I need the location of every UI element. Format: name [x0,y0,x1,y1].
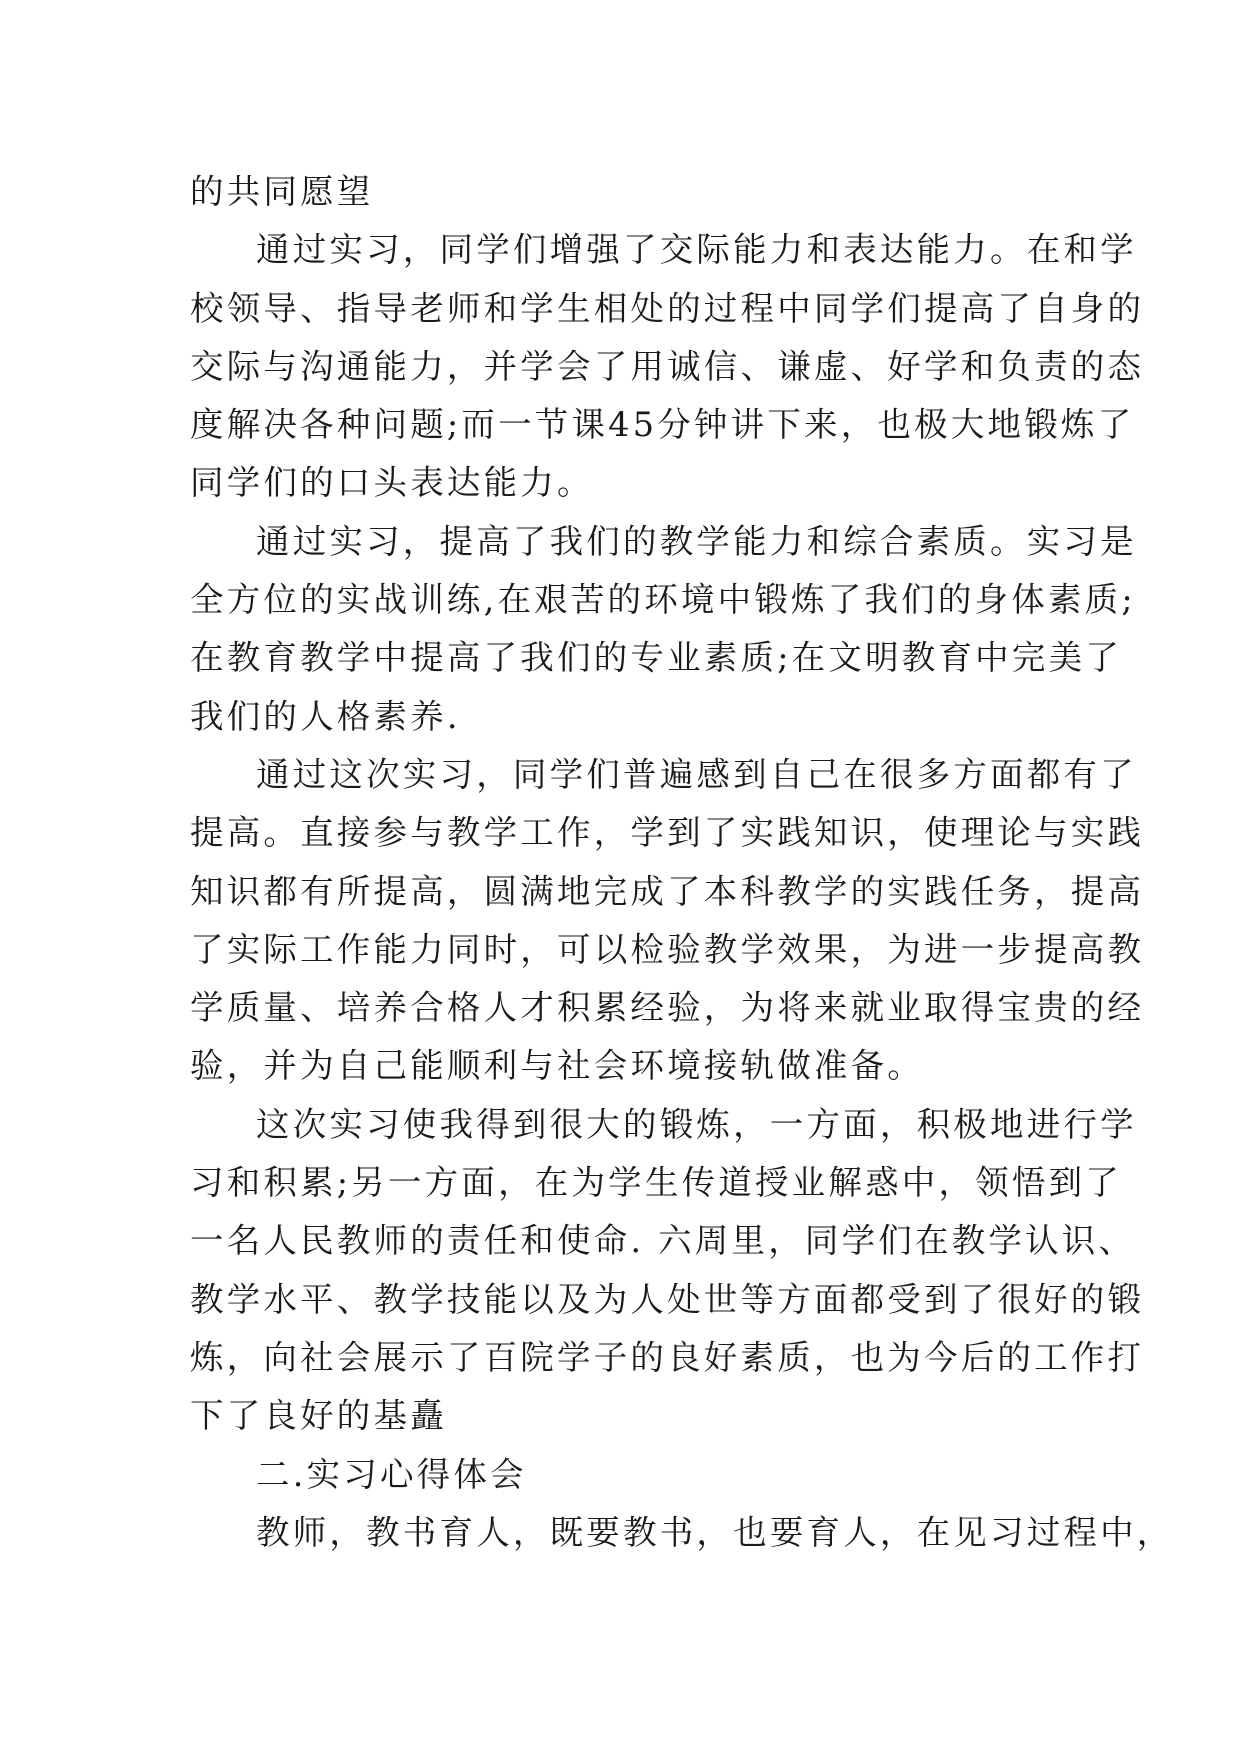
paragraph [190,1096,1145,1446]
text-line: 教学水平、教学技能以及为人处世等方面都受到了很好的锻 [190,1279,1145,1319]
text-line: 在教育教学中提高了我们的专业素质;在文明教育中完美了 [190,638,1122,678]
text-line: 了实际工作能力同时，可以检验教学效果，为进一步提高教 [190,929,1145,969]
text-line: 同学们的口头表达能力。 [190,463,594,503]
text-line: 通过实习，提高了我们的教学能力和综合素质。实习是 [256,521,1137,561]
paragraph [190,163,1046,221]
paragraph [190,1504,1174,1562]
text-line: 的共同愿望 [190,172,374,211]
text-line: 习和积累;另一方面，在为学生传道授业解惑中，领悟到了 [190,1163,1122,1203]
document-body [190,163,1174,1562]
text-line: 学质量、培养合格人才积累经验，为将来就业取得宝贵的经 [190,988,1145,1028]
text-line: 下了良好的基矗 [190,1396,447,1436]
text-line: 全方位的实战训练,在艰苦的环境中锻炼了我们的身体素质; [190,580,1136,620]
section-heading [190,1446,1046,1504]
text-line: 这次实习使我得到很大的锻炼，一方面，积极地进行学 [256,1104,1137,1144]
paragraph [190,513,1137,746]
text-line: 通过这次实习，同学们普遍感到自己在很多方面都有了 [256,754,1137,794]
text-line: 度解决各种问题;而一节课45分钟讲下来，也极大地锻炼了 [190,405,1135,445]
text-line: 炼，向社会展示了百院学子的良好素质，也为今后的工作打 [190,1337,1145,1377]
heading-line: 二.实习心得体会 [256,1454,527,1494]
paragraph [190,746,1145,1096]
text-line: 知识都有所提高，圆满地完成了本科教学的实践任务，提高 [190,871,1145,911]
text-line: 通过实习，同学们增强了交际能力和表达能力。在和学 [256,230,1137,270]
text-line: 我们的人格素养. [190,696,461,736]
text-line: 一名人民教师的责任和使命. 六周里，同学们在教学认识、 [190,1221,1136,1261]
paragraph [190,221,1145,512]
text-line: 教师，教书育人，既要教书，也要育人，在见习过程中， [256,1512,1174,1552]
text-line: 交际与沟通能力，并学会了用诚信、谦虚、好学和负责的态 [190,346,1145,386]
text-line: 提高。直接参与教学工作，学到了实践知识，使理论与实践 [190,813,1145,853]
text-line: 验，并为自己能顺利与社会环境接轨做准备。 [190,1046,924,1086]
text-line: 校领导、指导老师和学生相处的过程中同学们提高了自身的 [190,288,1145,328]
